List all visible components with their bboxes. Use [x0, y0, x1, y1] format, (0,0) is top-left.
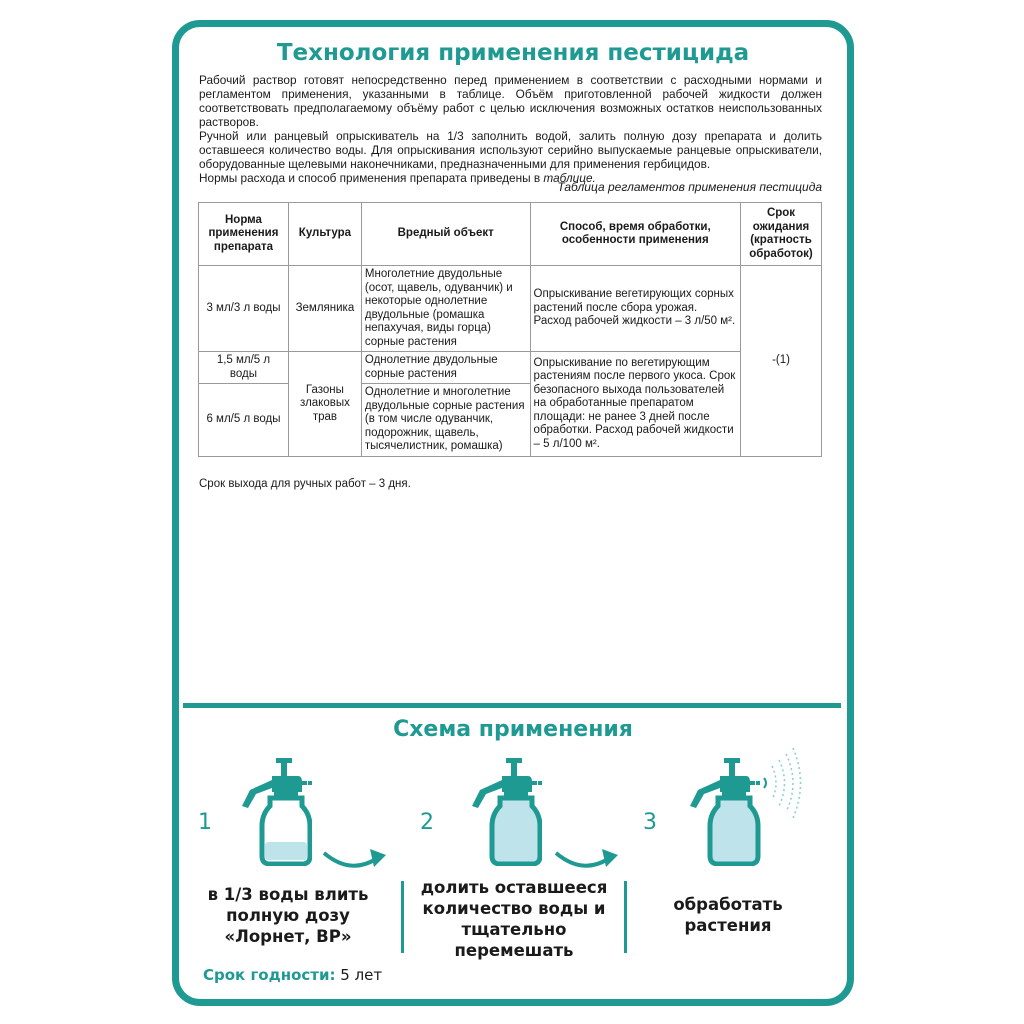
intro-paragraph-1: Рабочий раствор готовят непосредственно перед применением в соответствии с расходными нормами и регламентом применения, указанными в таблице. Объём приготовленной рабочей жидкости должен соответствовать предполагаемому объёму работ с целью исключения возможных остатков неиспользованных растворов.	[199, 73, 822, 129]
cell-crop: Земляника	[288, 266, 361, 352]
arrow-right-icon	[320, 845, 390, 875]
step-number-2: 2	[420, 810, 434, 835]
step-1-text: в 1/3 воды влить полную дозу «Лорнет, ВР»	[207, 885, 369, 946]
sprayer-bottle-2-icon	[462, 756, 542, 866]
header-pest: Вредный объект	[361, 203, 530, 266]
intro-paragraph-3-italic: таблице.	[543, 171, 596, 185]
cell-method: Опрыскивание вегетирующих сорных растений после сбора урожая. Расход рабочей жидкости – 3 л/50 м².	[530, 266, 740, 352]
table-caption: Таблица регламентов применения пестицида	[557, 180, 822, 194]
table-row	[199, 352, 822, 384]
sprayer-bottle-1-icon	[232, 756, 312, 866]
intro-text	[199, 73, 822, 185]
header-rate: Норма применения препарата	[199, 203, 289, 266]
step-separator	[624, 881, 627, 953]
shelf-life	[203, 966, 382, 984]
cell-pest: Однолетние двудольные сорные растения	[361, 352, 530, 384]
sprayer-bottle-3-icon	[680, 744, 810, 866]
cell-rate: 3 мл/3 л воды	[199, 266, 289, 352]
exit-note: Срок выхода для ручных работ – 3 дня.	[199, 478, 411, 490]
step-separator	[401, 881, 404, 953]
shelf-life-value: 5 лет	[340, 966, 383, 984]
header-method: Способ, время обработки, особенности применения	[530, 203, 740, 266]
arrow-right-icon	[552, 845, 622, 875]
shelf-life-label: Срок годности:	[203, 966, 336, 984]
scheme-title: Схема применения	[393, 717, 633, 742]
cell-pest: Однолетние и многолетние двудольные сорные растения (в том числе одуванчик, подорожник, щавель, тысячелистник, ромашка)	[361, 384, 530, 457]
step-3-text: обработать растения	[673, 895, 783, 935]
table-row	[199, 266, 822, 352]
cell-method: Опрыскивание по вегетирующим растениям после первого укоса. Срок безопасного выхода пользователей на обработанные препаратом площади: не ранее 3 дней после обработки. Расход рабочей жидкости – 5 л/100 м².	[530, 352, 740, 457]
intro-paragraph-2: Ручной или ранцевый опрыскиватель на 1/3 заполнить водой, залить полную дозу препарата и долить оставшееся количество воды. Для опрыскивания используют серийно выпускаемые ранцевые опрыскиватели, оборудованные щелевыми наконечниками, предназначенными для применения гербицидов.	[199, 129, 822, 171]
cell-pest: Многолетние двудольные (осот, щавель, одуванчик) и некоторые однолетние двудольные (ромашка непахучая, виды горца) сорные растения	[361, 266, 530, 352]
cell-wait: -(1)	[741, 266, 822, 457]
cell-crop: Газоны злаковых трав	[288, 352, 361, 457]
intro-paragraph-3-text: Нормы расхода и способ применения препарата приведены в	[199, 171, 541, 185]
header-crop: Культура	[288, 203, 361, 266]
step-number-1: 1	[198, 810, 212, 835]
table-header-row	[199, 203, 822, 266]
step-number-3: 3	[643, 810, 657, 835]
cell-rate: 6 мл/5 л воды	[199, 384, 289, 457]
step-2-text: долить оставшееся количество воды и тщательно перемешать	[420, 878, 608, 960]
header-wait: Срок ожидания (кратность обработок)	[741, 203, 822, 266]
section-divider	[183, 703, 841, 708]
cell-rate: 1,5 мл/5 л воды	[199, 352, 289, 384]
regulations-table	[198, 202, 822, 457]
page-title: Технология применения пестицида	[276, 40, 750, 66]
